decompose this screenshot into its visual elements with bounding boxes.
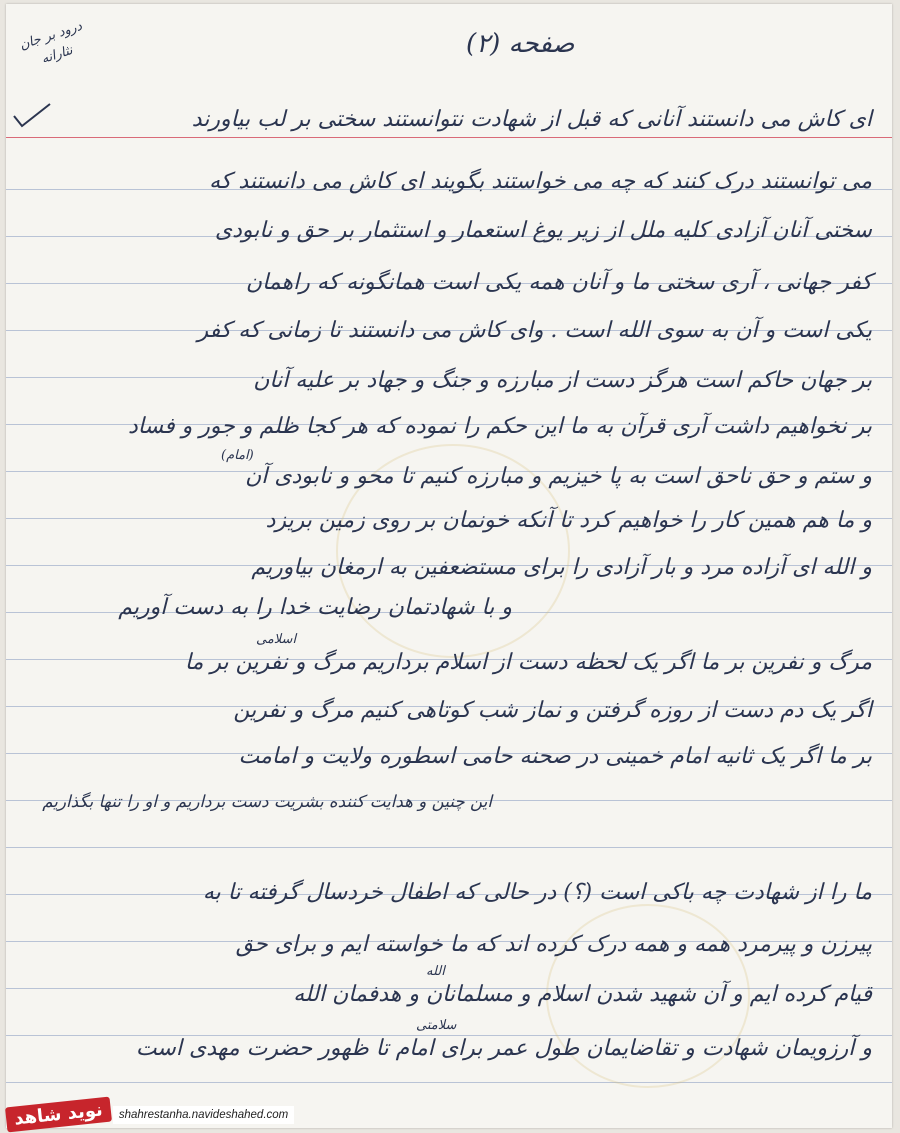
interline-note: (امام) bbox=[221, 448, 254, 463]
site-url: shahrestanha.navideshahed.com bbox=[113, 1106, 294, 1124]
letter-line: و ما هم همین کار را خواهیم کرد تا آنکه خونمان بر روی زمین بریزد bbox=[265, 508, 872, 533]
letter-line: و آرزویمان شهادت و تقاضایمان طول عمر برای امام تا ظهور حضرت مهدی است bbox=[135, 1036, 872, 1061]
letter-line: و با شهادتمان رضایت خدا را به دست آوریم bbox=[118, 595, 512, 620]
interline-note: سلامتی bbox=[416, 1018, 457, 1033]
letter-line: یکی است و آن به سوی الله است . وای کاش می دانستند تا زمانی که کفر bbox=[197, 318, 872, 343]
margin-note: درود بر جان نثارانه bbox=[17, 18, 85, 67]
site-watermark bbox=[6, 1099, 294, 1130]
letter-line: مرگ و نفرین بر ما اگر یک لحظه دست از اسلام برداریم مرگ و نفرین بر ما bbox=[184, 650, 872, 675]
site-logo: نوید شاهد bbox=[5, 1097, 112, 1133]
ruled-line bbox=[6, 1082, 892, 1083]
letter-line: اگر یک دم دست از روزه گرفتن و نماز شب کوتاهی کنیم مرگ و نفرین bbox=[233, 698, 872, 723]
letter-line: این چنین و هدایت کننده بشریت دست برداریم و او را تنها بگذاریم bbox=[42, 792, 492, 811]
letter-line: بر نخواهیم داشت آری قرآن به ما این حکم را نموده که هر کجا ظلم و جور و فساد bbox=[128, 414, 872, 439]
letter-line: و الله ای آزاده مرد و بار آزادی را برای مستضعفین به ارمغان بیاوریم bbox=[251, 555, 872, 580]
letter-line: بر ما اگر یک ثانیه امام خمینی در صحنه حامی اسطوره ولایت و امامت bbox=[238, 744, 872, 769]
interline-note: اسلامی bbox=[256, 632, 297, 647]
letter-line: قیام کرده ایم و آن شهید شدن اسلام و مسلمانان و هدفمان الله bbox=[293, 982, 872, 1007]
letter-line: ای کاش می دانستند آنانی که قبل از شهادت نتوانستند سختی بر لب بیاورند bbox=[191, 107, 872, 132]
red-margin-rule bbox=[6, 137, 892, 138]
letter-line: ما را از شهادت چه باکی است (؟) در حالی که اطفال خردسال گرفته تا به bbox=[202, 880, 872, 905]
letter-line: می توانستند درک کنند که چه می خواستند بگویند ای کاش می دانستند که bbox=[209, 169, 872, 194]
checkmark-icon bbox=[12, 102, 52, 132]
interline-note: الله bbox=[426, 964, 445, 979]
letter-line: بر جهان حاکم است هرگز دست از مبارزه و جنگ و جهاد بر علیه آنان bbox=[253, 368, 872, 393]
letter-line: پیرزن و پیرمرد همه و همه درک کرده اند که ما خواسته ایم و برای حق bbox=[235, 932, 872, 957]
ruled-line bbox=[6, 847, 892, 848]
letter-line: و ستم و حق ناحق است به پا خیزیم و مبارزه کنیم تا محو و نابودی آن bbox=[245, 464, 872, 489]
letter-line: سختی آنان آزادی کلیه ملل از زیر یوغ استعمار و استثمار بر حق و نابودی bbox=[214, 218, 872, 243]
letter-page bbox=[6, 4, 892, 1128]
page-heading: صفحه (۲) bbox=[466, 29, 575, 59]
letter-line: کفر جهانی ، آری سختی ما و آنان همه یکی است همانگونه که راهمان bbox=[245, 270, 872, 295]
